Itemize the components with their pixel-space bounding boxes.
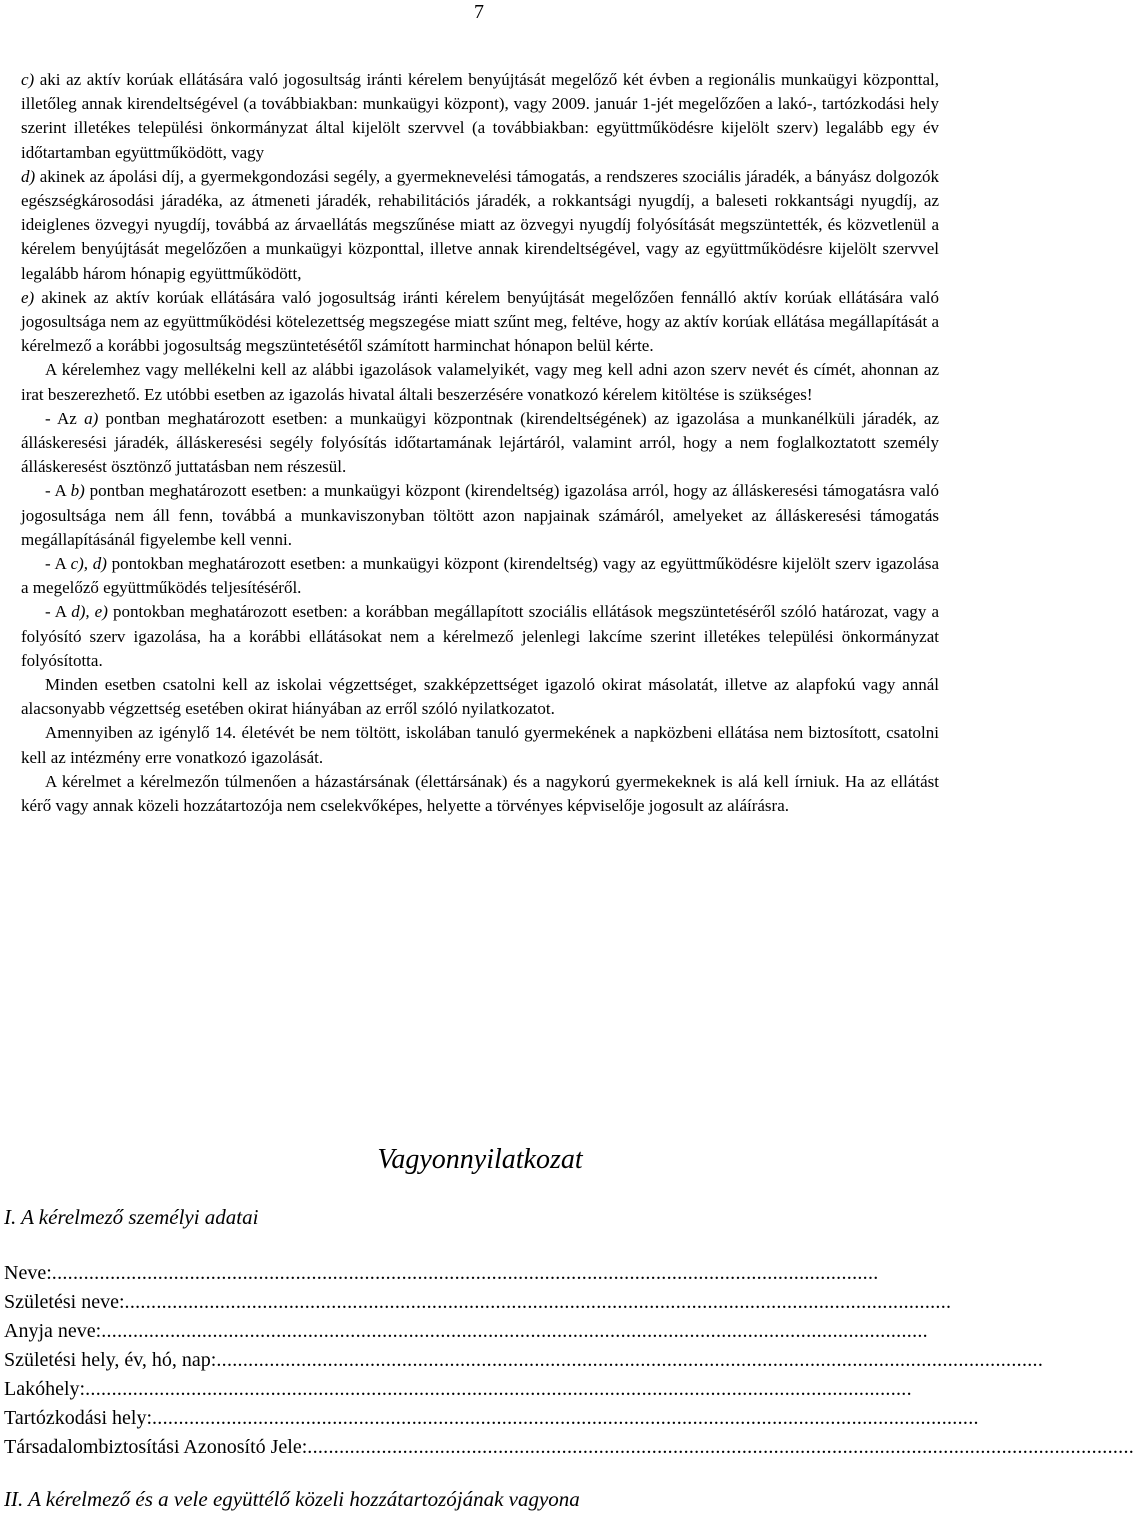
field-dots: ............................................................................................................................................................ [124, 1291, 952, 1313]
paragraph [21, 165, 939, 286]
field-label: Neve: [4, 1262, 52, 1284]
personal-data-fields [4, 1259, 1134, 1462]
text-run: - A [45, 554, 71, 574]
text-run: - Az [45, 408, 85, 428]
text-run: Amennyiben az igénylő 14. életévét be nem töltött, iskolában tanuló gyermekének a napközbeni ellátása nem biztosított, csatolni kell az intézmény erre vonatkozó igazolását. [21, 723, 939, 767]
field-birth-name[interactable] [4, 1288, 956, 1317]
field-dots: ............................................................................................................................................................ [307, 1436, 1134, 1458]
paragraph [21, 68, 939, 165]
paragraph [21, 552, 939, 600]
paragraph [21, 407, 939, 480]
text-run: pontban meghatározott esetben: a munkaügyi központnak (kirendeltségének) az igazolása a munkanélküli járadék, az álláskeresési járadék, álláskeresési segély folyósítás időtartamának lejártáról, valamint arról, hogy a nem foglalkoztatott személy álláskeresést ösztönző juttatásban nem részesül. [21, 408, 940, 477]
field-dots: ............................................................................................................................................................ [152, 1407, 979, 1429]
text-run: pontokban meghatározott esetben: a munkaügyi központ (kirendeltség) vagy az együttműködésre kijelölt szerv igazolása a megelőző együttműködés teljesítéséről. [21, 554, 940, 598]
item-label: a) [84, 408, 99, 428]
page-number: 7 [474, 1, 484, 23]
field-dots: ............................................................................................................................................................ [85, 1378, 912, 1400]
field-residence[interactable] [4, 1375, 956, 1404]
field-dots: ............................................................................................................................................................ [51, 1262, 879, 1284]
field-label: Társadalombiztosítási Azonosító Jele: [4, 1436, 308, 1458]
item-label: e) [21, 287, 35, 307]
paragraph [21, 673, 939, 721]
text-run: pontban meghatározott esetben: a munkaügyi központ (kirendeltség) igazolása arról, hogy az álláskeresési támogatásra való jogosultsága nem áll fenn, továbbá a munkaviszonyban töltött azon napjainak számáról, amelyeket az álláskeresési támogatás megállapításánál figyelembe kell venni. [21, 481, 939, 549]
body-text [21, 68, 939, 818]
paragraph [21, 358, 939, 406]
paragraph [21, 286, 939, 359]
text-run: - A [45, 602, 72, 622]
text-run: akinek az aktív korúak ellátására való jogosultság iránti kérelem benyújtását megelőzően fennálló aktív korúak ellátására való jogosultsága nem az együttműködési kötelezettség megszegése miatt szűnt meg, feltéve, hogy az aktív korúak ellátása megállapítását a kérelmező a korábbi jogosultság megszüntetésétől számított harminchat hónapon belül kérte. [21, 287, 939, 356]
document-title: Vagyonnyilatkozat [377, 1144, 583, 1175]
item-label: d), e) [71, 602, 108, 622]
field-name[interactable] [4, 1259, 956, 1288]
paragraph [21, 770, 939, 818]
text-run: A kérelemhez vagy mellékelni kell az alábbi igazolások valamelyikét, vagy meg kell adni azon szerv nevét és címét, ahonnan az irat beszerezhető. Ez utóbbi esetben az igazolás hivatal általi beszerzésére vonatkozó kérelem kitöltése is szükséges! [21, 360, 939, 404]
text-run: - A [45, 481, 71, 501]
field-label: Születési hely, év, hó, nap: [4, 1349, 217, 1371]
item-label: c) [21, 70, 35, 89]
text-run: akinek az ápolási díj, a gyermekgondozási segély, a gyermeknevelési támogatás, a rendszeres szociális járadék, a bányász dolgozók egészségkárosodási járadéka, az átmeneti járadék, rehabilitációs járadék, a rokkantsági nyugdíj, a baleseti rokkantsági nyugdíj, az ideiglenes özvegyi nyugdíj, továbbá az árvaellátás megszűnése miatt az özvegyi nyugdíj folyósítását megszüntették, és közvetlenül a kérelem benyújtását megelőzően a munkaügyi központtal, illetve annak kirendeltségével, vagy az együttműködésre kijelölt szervvel legalább három hónapig együttműködött, [21, 166, 939, 283]
item-label: c), d) [70, 554, 107, 574]
paragraph [21, 721, 939, 769]
field-mother-name[interactable] [4, 1317, 956, 1346]
text-run: A kérelmet a kérelmezőn túlmenően a házastársának (élettársának) és a nagykorú gyermekeknek is alá kell írniuk. Ha az ellátást kérő vagy annak közeli hozzátartozója nem cselekvőképes, helyette a törvényes képviselője jogosult az aláírásra. [21, 771, 939, 816]
field-birth-place-date[interactable] [4, 1346, 1044, 1375]
field-social-security-id[interactable] [4, 1433, 1134, 1462]
text-run: Minden esetben csatolni kell az iskolai végzettséget, szakképzettséget igazoló okirat másolatát, illetve az alapfokú vagy annál alacsonyabb végzettség esetében okirat hiányában az erről szóló nyilatkozatot. [21, 675, 939, 719]
field-dots: ............................................................................................................................................................ [101, 1320, 928, 1342]
field-temporary-residence[interactable] [4, 1404, 979, 1433]
field-label: Anyja neve: [4, 1320, 102, 1342]
text-run: aki az aktív korúak ellátására való jogosultság iránti kérelem benyújtását megelőző két évben a regionális munkaügyi központtal, illetőleg annak kirendeltségével (a továbbiakban: munkaügyi központ), vagy 2009. január 1-jét megelőzően a lakó-, tartózkodási hely szerint illetékes települési önkormányzat által kijelölt szervvel (a továbbiakban: együttműködésre kijelölt szerv) legalább egy év időtartamban együttműködött, vagy [21, 70, 939, 162]
field-label: Lakóhely: [4, 1378, 86, 1400]
text-run: pontokban meghatározott esetben: a korábban megállapított szociális ellátások megszüntetéséről szóló határozat, vagy a folyósító szerv igazolása, ha a korábbi ellátásokat nem a kérelmező jelenlegi lakcíme szerint illetékes települési önkormányzat folyósította. [21, 602, 940, 670]
paragraph [21, 479, 939, 552]
section-i-title: I. A kérelmező személyi adatai [4, 1205, 259, 1229]
paragraph [21, 600, 939, 673]
field-label: Születési neve: [4, 1291, 125, 1313]
section-ii-title: II. A kérelmező és a vele együttélő közeli hozzátartozójának vagyona [4, 1487, 580, 1511]
item-label: d) [21, 166, 36, 186]
field-dots: ............................................................................................................................................................ [216, 1349, 1044, 1371]
field-label: Tartózkodási hely: [4, 1407, 152, 1429]
item-label: b) [70, 481, 85, 501]
